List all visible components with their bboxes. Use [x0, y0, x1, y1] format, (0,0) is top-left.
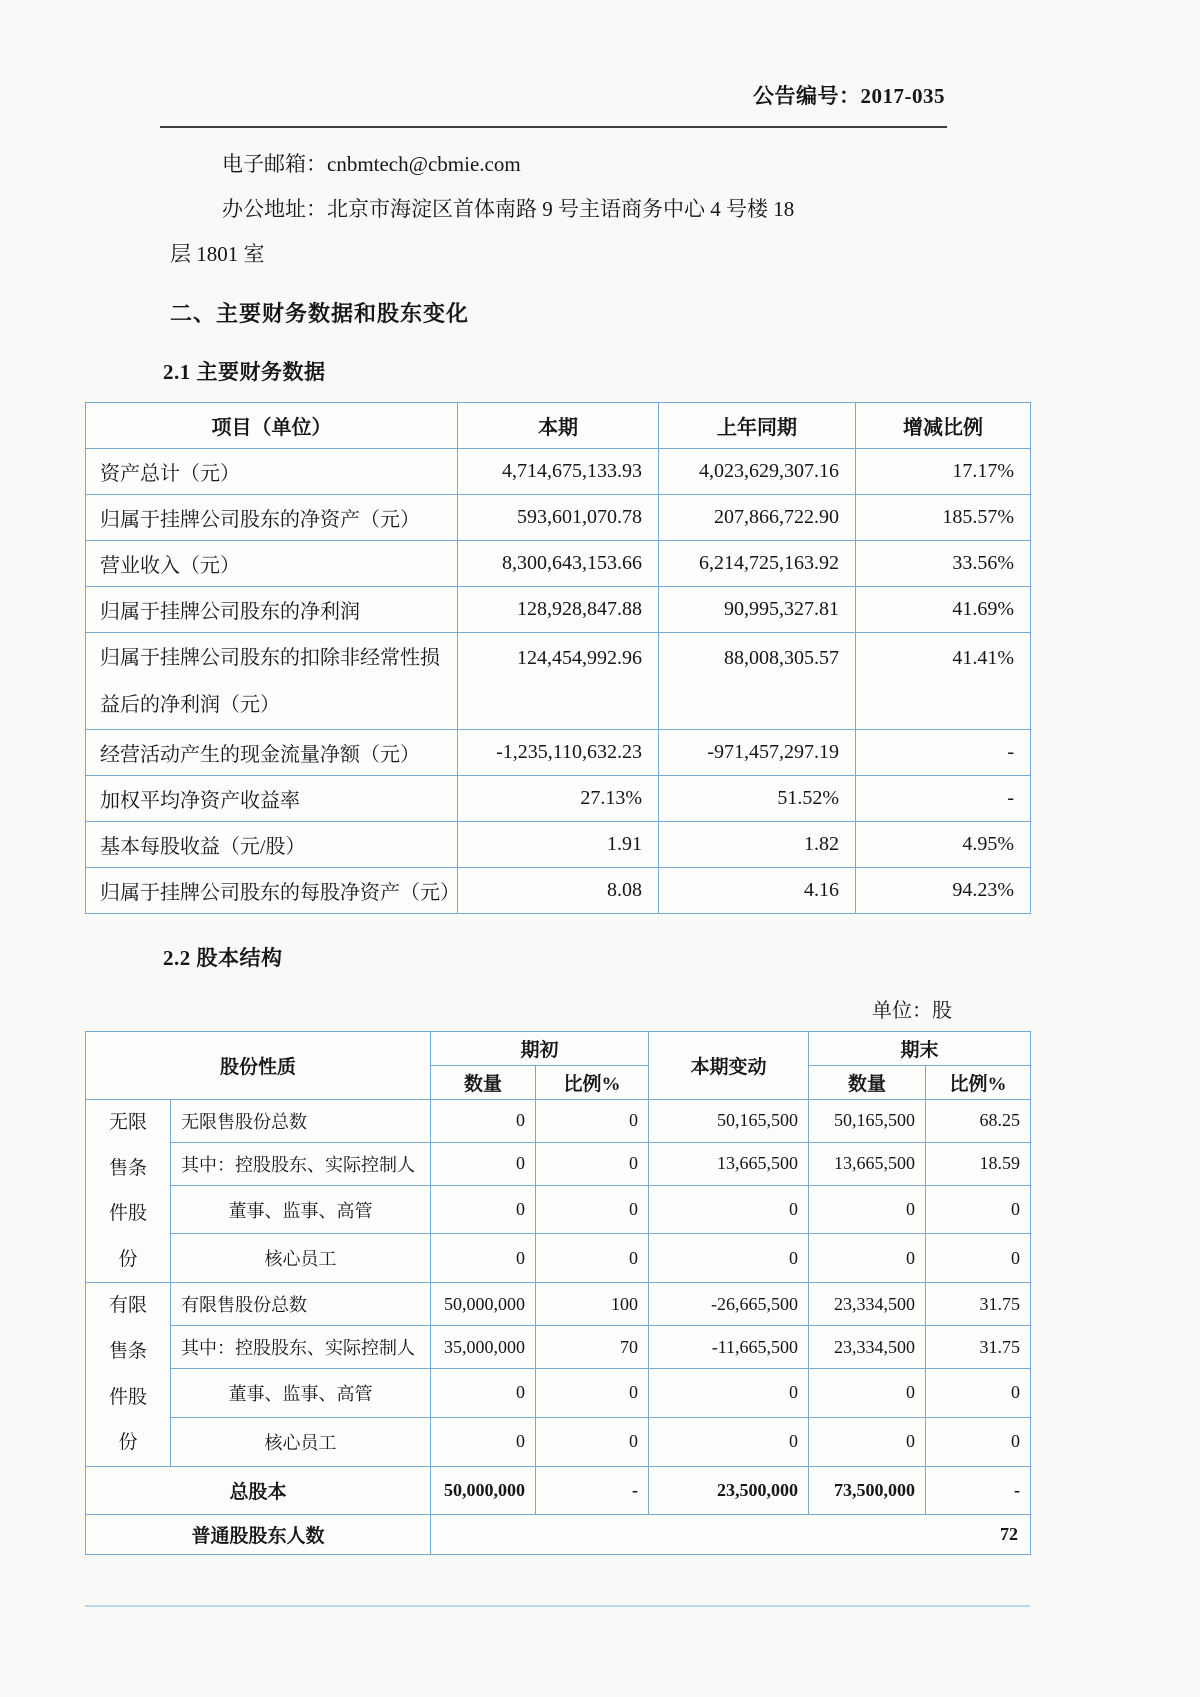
- section-title-2-2: 2.2 股本结构: [163, 946, 283, 970]
- begin-pct-cell: 0: [536, 1100, 649, 1143]
- current-cell: 128,928,847.88: [458, 587, 659, 633]
- change-cell: 50,165,500: [649, 1100, 809, 1143]
- share-header-row-1: [86, 1032, 1031, 1066]
- holders-row: [86, 1514, 1031, 1554]
- col-header-item: 项目（单位）: [86, 403, 458, 449]
- begin-qty-cell: 35,000,000: [431, 1326, 536, 1369]
- end-qty-cell: 23,334,500: [809, 1326, 926, 1369]
- section-title-2-1: 2.1 主要财务数据: [163, 360, 326, 384]
- total-row: [86, 1466, 1031, 1514]
- current-cell: 8.08: [458, 868, 659, 914]
- begin-qty-cell: 0: [431, 1368, 536, 1417]
- label-cell: 核心员工: [171, 1417, 431, 1466]
- table-row: [86, 1234, 1031, 1283]
- label-cell: 董事、监事、高管: [171, 1368, 431, 1417]
- label-cell: 其中：控股股东、实际控制人: [171, 1142, 431, 1185]
- address-line-1: 办公地址：北京市海淀区首体南路 9 号主语商务中心 4 号楼 18: [222, 197, 795, 221]
- table-row: [86, 1368, 1031, 1417]
- label-cell: 有限售股份总数: [171, 1283, 431, 1326]
- end-pct-cell: 68.25: [926, 1100, 1031, 1143]
- label-cell: 核心员工: [171, 1234, 431, 1283]
- header-rule: [160, 126, 947, 128]
- begin-pct-cell: -: [536, 1466, 649, 1514]
- col-header-end-pct: 比例%: [926, 1066, 1031, 1100]
- col-header-begin-qty: 数量: [431, 1066, 536, 1100]
- prior-cell: 88,008,305.57: [659, 633, 856, 730]
- change-cell: -26,665,500: [649, 1283, 809, 1326]
- table-row: [86, 1283, 1031, 1326]
- table-row: [86, 730, 1031, 776]
- table-row: [86, 541, 1031, 587]
- contact-block: [170, 142, 1040, 277]
- change-cell: 4.95%: [856, 822, 1031, 868]
- address-line-2: 层 1801 室: [170, 242, 265, 266]
- begin-pct-cell: 0: [536, 1185, 649, 1234]
- item-cell: 加权平均净资产收益率: [86, 776, 458, 822]
- table-row: [86, 868, 1031, 914]
- end-pct-cell: 31.75: [926, 1326, 1031, 1369]
- end-pct-cell: -: [926, 1466, 1031, 1514]
- change-cell: 0: [649, 1417, 809, 1466]
- col-header-prior: 上年同期: [659, 403, 856, 449]
- item-cell: 营业收入（元）: [86, 541, 458, 587]
- change-cell: 41.41%: [856, 633, 1031, 730]
- item-cell: 归属于挂牌公司股东的每股净资产（元）: [86, 868, 458, 914]
- prior-cell: 90,995,327.81: [659, 587, 856, 633]
- end-qty-cell: 73,500,000: [809, 1466, 926, 1514]
- change-cell: 185.57%: [856, 495, 1031, 541]
- change-cell: 0: [649, 1234, 809, 1283]
- begin-qty-cell: 0: [431, 1185, 536, 1234]
- financial-table: [85, 402, 1031, 914]
- col-header-change: 本期变动: [649, 1032, 809, 1100]
- end-qty-cell: 13,665,500: [809, 1142, 926, 1185]
- table-row: [86, 1417, 1031, 1466]
- table-row: [86, 1326, 1031, 1369]
- current-cell: 4,714,675,133.93: [458, 449, 659, 495]
- financial-header-row: [86, 403, 1031, 449]
- label-cell: 董事、监事、高管: [171, 1185, 431, 1234]
- col-header-end-qty: 数量: [809, 1066, 926, 1100]
- unit-note: 单位：股: [872, 1000, 952, 1022]
- current-cell: -1,235,110,632.23: [458, 730, 659, 776]
- table-row: [86, 1100, 1031, 1143]
- prior-cell: 4.16: [659, 868, 856, 914]
- table-row: [86, 776, 1031, 822]
- group-cell-restricted: 有限售条件股份: [86, 1283, 171, 1466]
- begin-pct-cell: 0: [536, 1234, 649, 1283]
- item-cell: 经营活动产生的现金流量净额（元）: [86, 730, 458, 776]
- begin-pct-cell: 0: [536, 1417, 649, 1466]
- end-pct-cell: 31.75: [926, 1283, 1031, 1326]
- item-cell: 资产总计（元）: [86, 449, 458, 495]
- col-header-nature: 股份性质: [86, 1032, 431, 1100]
- col-header-beginning: 期初: [431, 1032, 649, 1066]
- notice-number: 公告编号：2017-035: [753, 84, 945, 108]
- current-cell: 124,454,992.96: [458, 633, 659, 730]
- change-cell: 17.17%: [856, 449, 1031, 495]
- bottom-divider: [85, 1605, 1030, 1607]
- prior-cell: -971,457,297.19: [659, 730, 856, 776]
- holders-value-cell: 72: [431, 1514, 1031, 1554]
- current-cell: 8,300,643,153.66: [458, 541, 659, 587]
- col-header-ending: 期末: [809, 1032, 1031, 1066]
- prior-cell: 51.52%: [659, 776, 856, 822]
- change-cell: 94.23%: [856, 868, 1031, 914]
- label-cell: 无限售股份总数: [171, 1100, 431, 1143]
- end-qty-cell: 50,165,500: [809, 1100, 926, 1143]
- change-cell: 0: [649, 1185, 809, 1234]
- begin-qty-cell: 0: [431, 1234, 536, 1283]
- begin-qty-cell: 0: [431, 1142, 536, 1185]
- item-cell: 归属于挂牌公司股东的净资产（元）: [86, 495, 458, 541]
- change-cell: -: [856, 776, 1031, 822]
- table-row: [86, 449, 1031, 495]
- label-cell: 其中：控股股东、实际控制人: [171, 1326, 431, 1369]
- table-row: [86, 587, 1031, 633]
- end-pct-cell: 0: [926, 1185, 1031, 1234]
- prior-cell: 207,866,722.90: [659, 495, 856, 541]
- prior-cell: 6,214,725,163.92: [659, 541, 856, 587]
- col-header-change: 增减比例: [856, 403, 1031, 449]
- group-cell-unrestricted: 无限售条件股份: [86, 1100, 171, 1283]
- holders-label-cell: 普通股股东人数: [86, 1514, 431, 1554]
- share-structure-table: [85, 1031, 1031, 1555]
- change-cell: -: [856, 730, 1031, 776]
- table-row: [86, 1185, 1031, 1234]
- col-header-current: 本期: [458, 403, 659, 449]
- begin-pct-cell: 100: [536, 1283, 649, 1326]
- end-qty-cell: 0: [809, 1185, 926, 1234]
- item-cell: 归属于挂牌公司股东的扣除非经常性损益后的净利润（元）: [86, 633, 458, 730]
- change-cell: -11,665,500: [649, 1326, 809, 1369]
- change-cell: 0: [649, 1368, 809, 1417]
- current-cell: 27.13%: [458, 776, 659, 822]
- change-cell: 33.56%: [856, 541, 1031, 587]
- col-header-begin-pct: 比例%: [536, 1066, 649, 1100]
- current-cell: 593,601,070.78: [458, 495, 659, 541]
- begin-qty-cell: 50,000,000: [431, 1466, 536, 1514]
- current-cell: 1.91: [458, 822, 659, 868]
- end-qty-cell: 23,334,500: [809, 1283, 926, 1326]
- prior-cell: 1.82: [659, 822, 856, 868]
- item-cell: 基本每股收益（元/股）: [86, 822, 458, 868]
- begin-qty-cell: 0: [431, 1417, 536, 1466]
- change-cell: 23,500,000: [649, 1466, 809, 1514]
- begin-pct-cell: 0: [536, 1368, 649, 1417]
- end-pct-cell: 18.59: [926, 1142, 1031, 1185]
- table-row: [86, 495, 1031, 541]
- change-cell: 41.69%: [856, 587, 1031, 633]
- section-title-main: 二、主要财务数据和股东变化: [170, 301, 470, 326]
- table-row: [86, 822, 1031, 868]
- end-qty-cell: 0: [809, 1234, 926, 1283]
- prior-cell: 4,023,629,307.16: [659, 449, 856, 495]
- end-pct-cell: 0: [926, 1234, 1031, 1283]
- end-qty-cell: 0: [809, 1417, 926, 1466]
- end-pct-cell: 0: [926, 1368, 1031, 1417]
- begin-pct-cell: 0: [536, 1142, 649, 1185]
- change-cell: 13,665,500: [649, 1142, 809, 1185]
- end-pct-cell: 0: [926, 1417, 1031, 1466]
- begin-pct-cell: 70: [536, 1326, 649, 1369]
- total-label-cell: 总股本: [86, 1466, 431, 1514]
- begin-qty-cell: 0: [431, 1100, 536, 1143]
- email-line: 电子邮箱：cnbmtech@cbmie.com: [222, 152, 521, 176]
- end-qty-cell: 0: [809, 1368, 926, 1417]
- item-cell: 归属于挂牌公司股东的净利润: [86, 587, 458, 633]
- begin-qty-cell: 50,000,000: [431, 1283, 536, 1326]
- table-row: [86, 1142, 1031, 1185]
- table-row: [86, 633, 1031, 730]
